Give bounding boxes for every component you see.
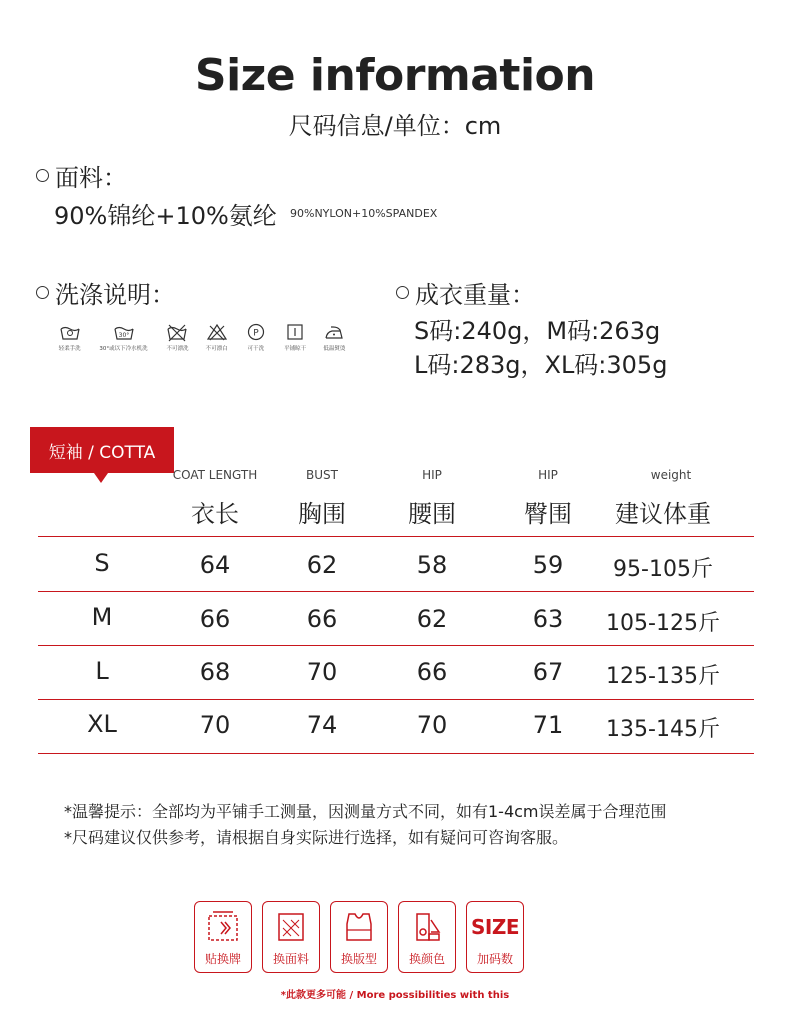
col-header-en: COAT LENGTH bbox=[172, 468, 258, 482]
col-header-cn: 衣长 bbox=[191, 500, 239, 528]
table-cell: 67 bbox=[532, 658, 564, 686]
col-header-en: HIP bbox=[422, 468, 442, 482]
table-row-size: XL bbox=[87, 710, 117, 738]
tag-fabric-swap: 换面料 bbox=[262, 901, 320, 973]
fabric-value: 90%锦纶+10%氨纶 bbox=[54, 202, 277, 230]
color-shapes-icon bbox=[407, 908, 447, 946]
care-item: 不可漂白 bbox=[199, 322, 234, 356]
table-cell: 66 bbox=[416, 658, 448, 686]
customization-tags bbox=[194, 901, 524, 973]
table-cell: 58 bbox=[416, 551, 448, 579]
table-row-size: L bbox=[95, 657, 109, 685]
care-item: 平铺晾干 bbox=[278, 322, 313, 356]
weight-label: 成衣重量： bbox=[415, 281, 535, 309]
dry-clean-icon bbox=[245, 322, 267, 342]
care-item: 30° 30°或以下冷水机洗 bbox=[91, 322, 156, 356]
tag-color-swap: 换颜色 bbox=[398, 901, 456, 973]
no-bleach-icon bbox=[206, 322, 228, 342]
no-wash-icon bbox=[166, 322, 188, 342]
page-subtitle: 尺码信息/单位：cm bbox=[288, 112, 502, 140]
badge-pointer bbox=[94, 473, 108, 483]
fabric-value-en: 90%NYLON+10%SPANDEX bbox=[290, 207, 438, 220]
tag-label-swap: 贴换牌 bbox=[194, 901, 252, 973]
table-cell: 105-125斤 bbox=[606, 611, 720, 636]
table-cell: 62 bbox=[416, 605, 448, 633]
svg-text:30°: 30° bbox=[118, 332, 129, 339]
table-cell: 70 bbox=[199, 711, 231, 739]
care-item: 低温熨烫 bbox=[317, 322, 352, 356]
garment-icon bbox=[339, 908, 379, 946]
table-cell: 71 bbox=[532, 711, 564, 739]
table-row-size: M bbox=[91, 603, 113, 631]
weight-line-2: L码:283g，XL码:305g bbox=[414, 351, 668, 379]
table-cell: 70 bbox=[306, 658, 338, 686]
fabric-swatch-icon bbox=[271, 908, 311, 946]
col-header-cn: 建议体重 bbox=[615, 500, 711, 528]
care-item: 轻柔手洗 bbox=[52, 322, 87, 356]
care-item: 不可漂洗 bbox=[160, 322, 195, 356]
bullet-circle-icon bbox=[36, 286, 49, 299]
table-cell: 68 bbox=[199, 658, 231, 686]
care-icons bbox=[52, 322, 352, 356]
size-word-icon: SIZE bbox=[470, 915, 519, 939]
table-divider bbox=[38, 591, 754, 592]
table-cell: 59 bbox=[532, 551, 564, 579]
col-header-cn: 腰围 bbox=[408, 500, 456, 528]
table-cell: 66 bbox=[306, 605, 338, 633]
table-row-size: S bbox=[94, 549, 110, 577]
table-cell: 74 bbox=[306, 711, 338, 739]
note-line-2: *尺码建议仅供参考，请根据自身实际进行选择，如有疑问可咨询客服。 bbox=[64, 828, 569, 847]
hand-wash-icon bbox=[59, 322, 81, 342]
fabric-section-label bbox=[36, 158, 127, 193]
fabric-label: 面料： bbox=[55, 164, 127, 192]
table-cell: 64 bbox=[199, 551, 231, 579]
table-divider bbox=[38, 753, 754, 754]
footer-note: *此款更多可能 / More possibilities with this bbox=[280, 990, 510, 1001]
table-divider bbox=[38, 536, 754, 537]
iron-low-icon bbox=[323, 322, 345, 342]
table-cell: 63 bbox=[532, 605, 564, 633]
label-tag-icon bbox=[203, 908, 243, 946]
svg-text:P: P bbox=[253, 328, 259, 339]
table-cell: 70 bbox=[416, 711, 448, 739]
table-divider bbox=[38, 645, 754, 646]
bullet-circle-icon bbox=[36, 169, 49, 182]
weight-section-label bbox=[396, 275, 535, 310]
table-cell: 66 bbox=[199, 605, 231, 633]
flat-dry-icon bbox=[284, 322, 306, 342]
table-badge: 短袖 / COTTA bbox=[30, 427, 174, 473]
page-title: Size information bbox=[194, 50, 596, 101]
table-cell: 125-135斤 bbox=[606, 664, 720, 689]
tag-pattern-swap: 换版型 bbox=[330, 901, 388, 973]
col-header-cn: 胸围 bbox=[298, 500, 346, 528]
col-header-en: BUST bbox=[306, 468, 338, 482]
tag-size-add: SIZE 加码数 bbox=[466, 901, 524, 973]
table-cell: 95-105斤 bbox=[613, 557, 713, 582]
care-item: P 可干洗 bbox=[238, 322, 273, 356]
col-header-en: HIP bbox=[538, 468, 558, 482]
table-cell: 135-145斤 bbox=[606, 717, 720, 742]
table-cell: 62 bbox=[306, 551, 338, 579]
machine-wash-30-icon bbox=[113, 322, 135, 342]
weight-line-1: S码:240g，M码:263g bbox=[414, 317, 661, 345]
care-section-label bbox=[36, 275, 175, 310]
table-divider bbox=[38, 699, 754, 700]
bullet-circle-icon bbox=[396, 286, 409, 299]
col-header-cn: 臀围 bbox=[524, 500, 572, 528]
col-header-en: weight bbox=[650, 468, 692, 482]
note-line-1: *温馨提示：全部均为平铺手工测量，因测量方式不同，如有1-4cm误差属于合理范围 bbox=[64, 802, 667, 821]
care-label: 洗涤说明： bbox=[55, 281, 175, 309]
